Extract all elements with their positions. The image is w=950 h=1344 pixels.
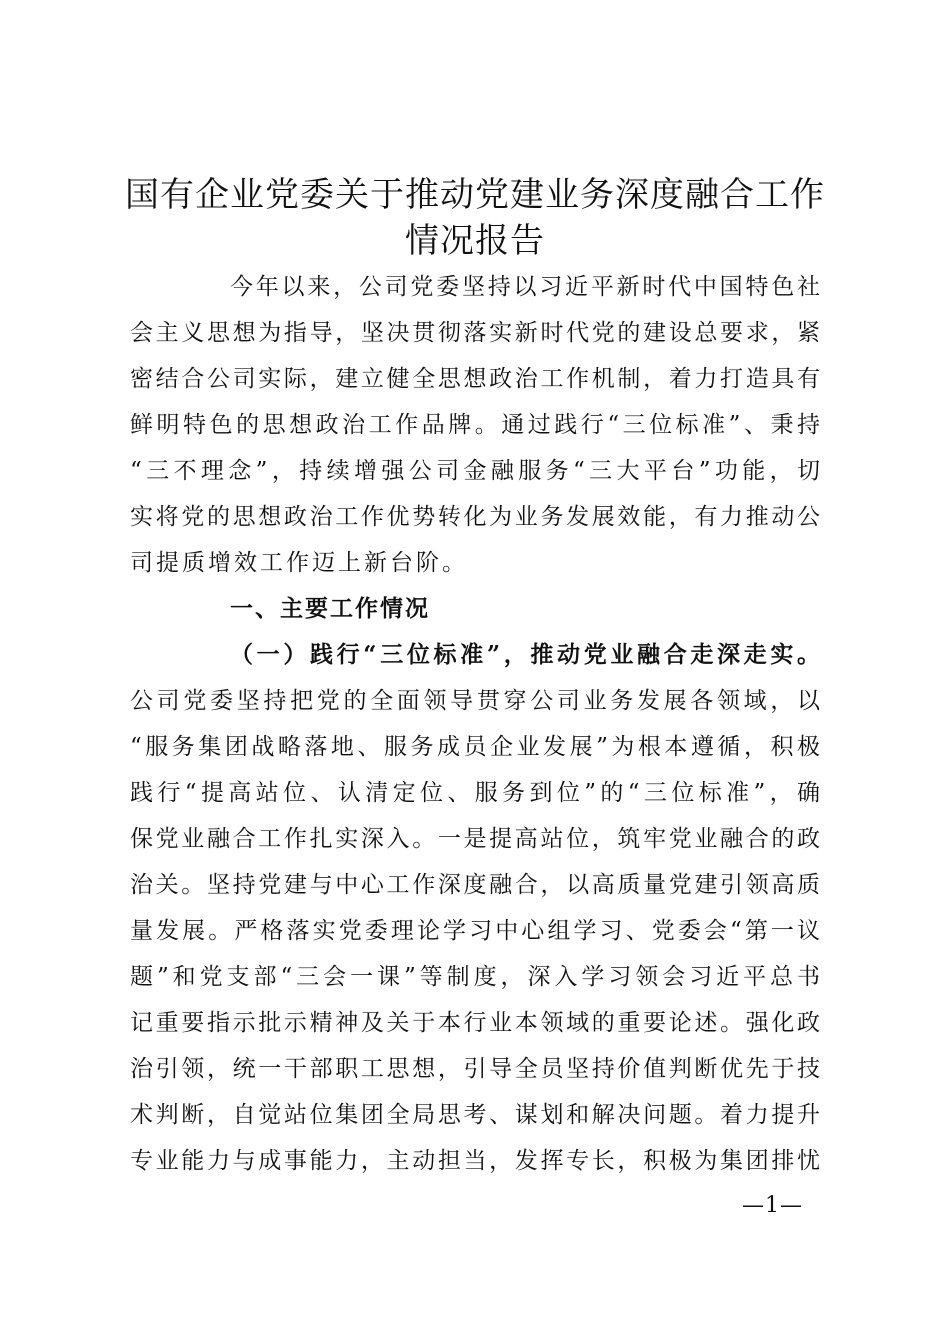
paragraph-line: “服务集团战略落地、服务成员企业发展”为根本遵循，积极 [130, 734, 820, 760]
paragraph-line: 记重要指示批示精神及关于本行业本领域的重要论述。强化政 [130, 1010, 820, 1036]
paragraph-line: 专业能力与成事能力，主动担当，发挥专长，积极为集团排忧 [130, 1148, 820, 1174]
paragraph-line: 密结合公司实际，建立健全思想政治工作机制，着力打造具有 [130, 366, 820, 392]
subsection-heading: （一）践行“三位标准”，推动党业融合走深走实。 [230, 641, 820, 668]
document-title-line-2: 情况报告 [405, 221, 545, 261]
paragraph-line: 术判断，自觉站位集团全局思考、谋划和解决问题。着力提升 [130, 1102, 820, 1128]
paragraph-line: 公司党委坚持把党的全面领导贯穿公司业务发展各领域，以 [130, 688, 820, 714]
page-number: —1— [742, 1193, 803, 1218]
paragraph-line: “三不理念”，持续增强公司金融服务“三大平台”功能，切 [130, 458, 820, 484]
paragraph-line: 实将党的思想政治工作优势转化为业务发展效能，有力推动公 [130, 504, 820, 530]
paragraph-line: 会主义思想为指导，坚决贯彻落实新时代党的建设总要求，紧 [130, 320, 820, 346]
paragraph-line: 司提质增效工作迈上新台阶。 [130, 550, 468, 576]
paragraph-line: 今年以来，公司党委坚持以习近平新时代中国特色社 [230, 274, 820, 300]
paragraph-line: 治关。坚持党建与中心工作深度融合，以高质量党建引领高质 [130, 872, 820, 898]
document-title-line-1: 国有企业党委关于推动党建业务深度融合工作 [125, 175, 825, 215]
paragraph-line: 量发展。严格落实党委理论学习中心组学习、党委会“第一议 [130, 918, 820, 944]
paragraph-line: 践行“提高站位、认清定位、服务到位”的“三位标准”，确 [130, 780, 820, 806]
paragraph-line: 鲜明特色的思想政治工作品牌。通过践行“三位标准”、秉持 [130, 412, 820, 438]
paragraph-line: 治引领，统一干部职工思想，引导全员坚持价值判断优先于技 [130, 1056, 820, 1082]
paragraph-line: 保党业融合工作扎实深入。一是提高站位，筑牢党业融合的政 [130, 826, 820, 852]
section-heading: 一、主要工作情况 [230, 596, 430, 622]
paragraph-line: 题”和党支部“三会一课”等制度，深入学习领会习近平总书 [130, 964, 820, 990]
